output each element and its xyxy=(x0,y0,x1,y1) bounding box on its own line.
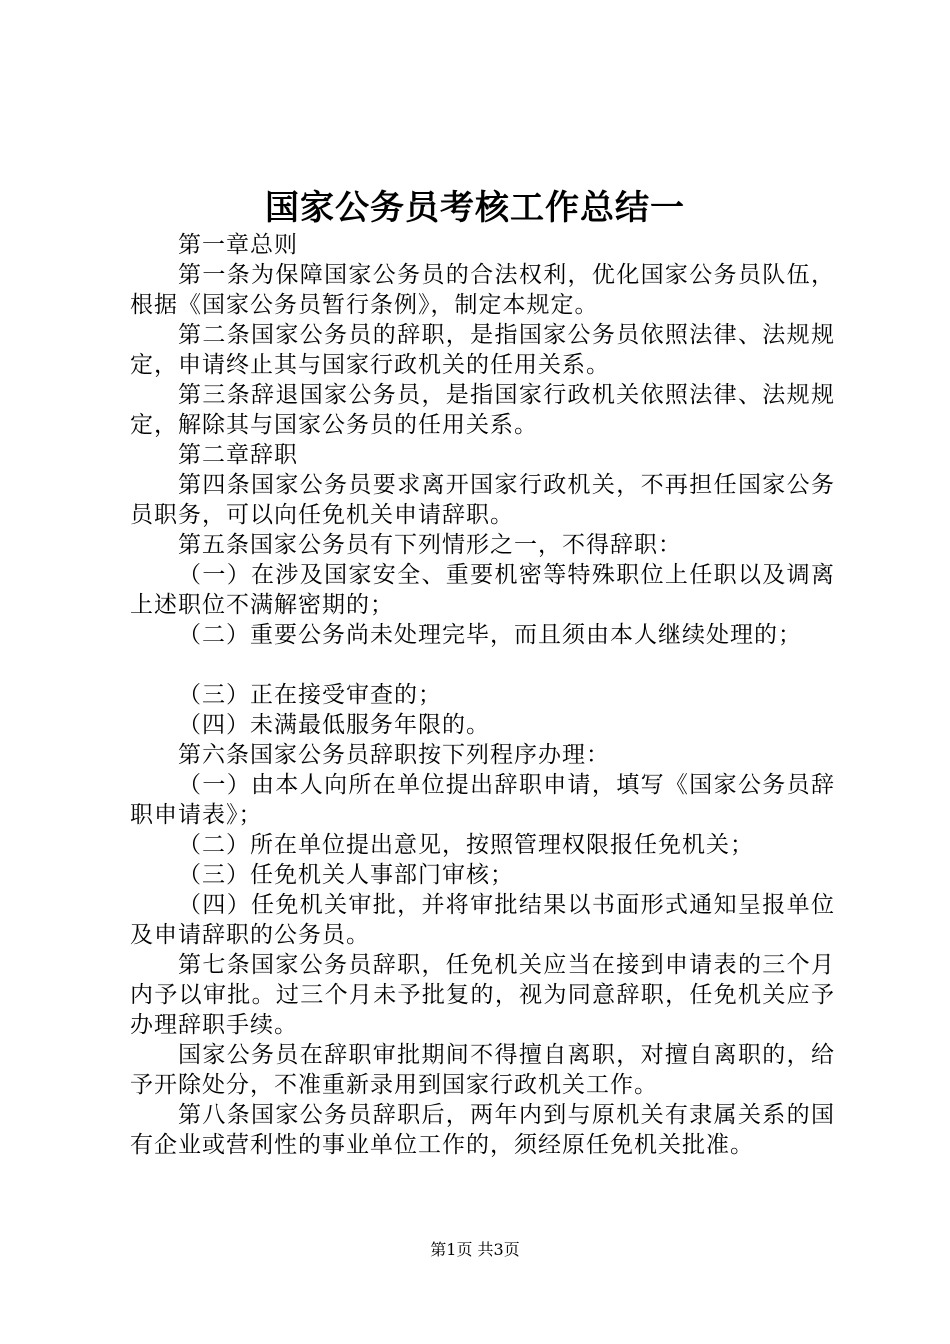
article-paragraph: 第四条国家公务员要求离开国家行政机关，不再担任国家公务员职务，可以向任免机关申请辞职。 xyxy=(130,472,835,528)
document-title: 国家公务员考核工作总结一 xyxy=(265,188,685,228)
article-paragraph: 第七条国家公务员辞职，任免机关应当在接到申请表的三个月内予以审批。过三个月未予批复的，视为同意辞职，任免机关应予办理辞职手续。 xyxy=(130,952,835,1038)
list-item: （二）所在单位提出意见，按照管理权限报任免机关； xyxy=(178,832,754,858)
list-item: （二）重要公务尚未处理完毕，而且须由本人继续处理的； xyxy=(178,622,802,648)
article-paragraph: 第六条国家公务员辞职按下列程序办理： xyxy=(178,742,610,768)
chapter-heading: 第一章总则 xyxy=(178,232,298,258)
list-item: （四）任免机关审批，并将审批结果以书面形式通知呈报单位及申请辞职的公务员。 xyxy=(130,892,835,948)
article-paragraph: 第三条辞退国家公务员，是指国家行政机关依照法律、法规规定，解除其与国家公务员的任用关系。 xyxy=(130,382,835,438)
list-item: （三）正在接受审查的； xyxy=(178,682,442,708)
list-item: （一）在涉及国家安全、重要机密等特殊职位上任职以及调离上述职位不满解密期的； xyxy=(130,562,835,618)
document-body xyxy=(130,230,835,1160)
list-item: （四）未满最低服务年限的。 xyxy=(178,712,490,738)
article-paragraph: 第八条国家公务员辞职后，两年内到与原机关有隶属关系的国有企业或营利性的事业单位工作的，须经原任免机关批准。 xyxy=(130,1102,835,1158)
article-paragraph: 第五条国家公务员有下列情形之一，不得辞职： xyxy=(178,532,682,558)
chapter-heading: 第二章辞职 xyxy=(178,442,298,468)
page-number: 第1页 共3页 xyxy=(430,1240,520,1259)
article-paragraph: 第一条为保障国家公务员的合法权利，优化国家公务员队伍，根据《国家公务员暂行条例》，制定本规定。 xyxy=(130,262,835,318)
article-paragraph: 国家公务员在辞职审批期间不得擅自离职，对擅自离职的，给予开除处分，不准重新录用到国家行政机关工作。 xyxy=(130,1042,835,1098)
list-item: （三）任免机关人事部门审核； xyxy=(178,862,514,888)
article-paragraph: 第二条国家公务员的辞职，是指国家公务员依照法律、法规规定，申请终止其与国家行政机关的任用关系。 xyxy=(130,322,835,378)
list-item: （一）由本人向所在单位提出辞职申请，填写《国家公务员辞职申请表》； xyxy=(130,772,835,828)
